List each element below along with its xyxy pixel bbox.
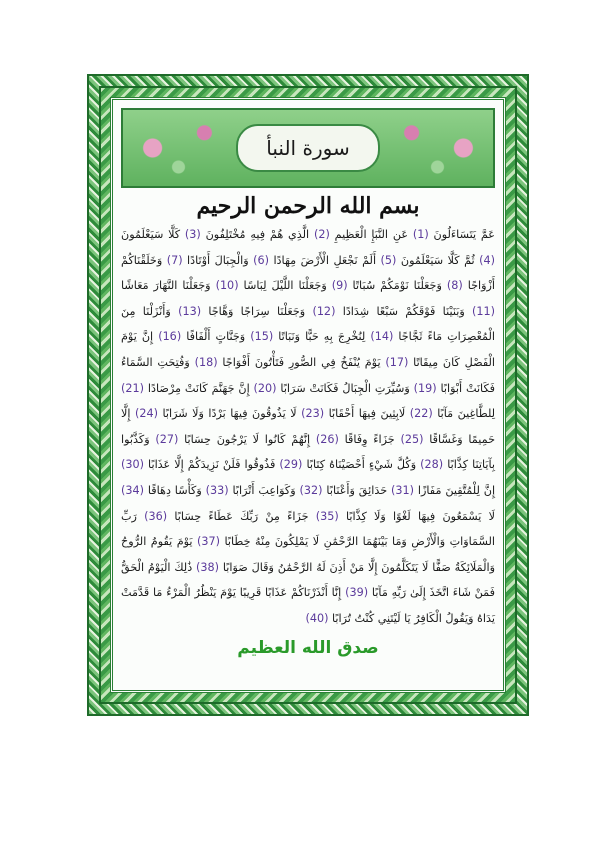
verse-number: (22)	[405, 407, 438, 421]
verse-number: (33)	[201, 483, 233, 497]
verse-text: وَجَعَلْنَا النَّهَارَ مَعَاشًا	[121, 279, 211, 293]
verse-number: (37)	[192, 535, 225, 549]
verse-number: (27)	[149, 432, 185, 446]
verse-number: (39)	[341, 586, 372, 600]
verse-text: ثُمَّ كَلَّا سَيَعْلَمُونَ	[400, 253, 475, 267]
verse-text: وَجَعَلْنَا اللَّيْلَ لِبَاسًا	[243, 279, 327, 293]
verse-number: (14)	[365, 330, 399, 344]
verse-number: (2)	[309, 228, 335, 241]
verse-number: (25)	[394, 432, 430, 446]
verse-text: إِنَّ يَوْمَ الْفَصْلِ كَانَ مِيقَاتًا	[121, 330, 496, 369]
verse-text: وَكُلَّ شَيْءٍ أَحْصَيْنَاهُ كِتَابًا	[306, 458, 417, 472]
verse-number: (16)	[153, 330, 187, 344]
verse-number: (15)	[245, 330, 279, 344]
verse-text: الَّذِي هُمْ فِيهِ مُخْتَلِفُونَ	[205, 228, 310, 241]
surah-content	[119, 192, 497, 682]
verse-number: (26)	[310, 432, 345, 446]
verse-text: وَجَعَلْنَا سِرَاجًا وَهَّاجًا	[208, 304, 306, 318]
verse-number: (35)	[308, 509, 346, 523]
verse-text: كَلَّا سَيَعْلَمُونَ	[121, 228, 181, 241]
verse-number: (20)	[249, 381, 281, 395]
verse-text: وَكَوَاعِبَ أَتْرَابًا	[232, 483, 296, 497]
decorative-border-middle	[99, 86, 517, 704]
verse-number: (3)	[180, 228, 206, 241]
verse-text: يَوْمَ يُنْفَخُ فِي الصُّورِ فَتَأْتُونَ أَفْوَاجًا	[222, 355, 381, 369]
verse-text: وَكَذَّبُوا بِآيَاتِنَا كِذَّابًا	[121, 432, 496, 472]
verse-text: وَسُيِّرَتِ الْجِبَالُ فَكَانَتْ سَرَابًا	[280, 381, 410, 395]
verse-number: (8)	[441, 279, 468, 293]
verse-text: حَدَائِقَ وَأَعْنَابًا	[326, 483, 388, 497]
verse-number: (6)	[248, 253, 274, 267]
page-frame	[110, 97, 506, 693]
verse-text: إِنَّ لِلْمُتَّقِينَ مَفَازًا	[417, 483, 496, 497]
verse-number: (5)	[376, 253, 401, 267]
verse-number: (4)	[474, 253, 495, 267]
verse-number: (9)	[326, 279, 353, 293]
verse-text: لَا يَسْمَعُونَ فِيهَا لَغْوًا وَلَا كِذَّابًا	[345, 509, 496, 523]
verse-number: (10)	[210, 279, 244, 293]
verse-text: لِلطَّاغِينَ مَآبًا	[437, 407, 496, 421]
verse-text: إِلَّا حَمِيمًا وَغَسَّاقًا	[121, 407, 496, 446]
verse-number: (18)	[189, 355, 223, 369]
verse-text: وَأَنْزَلْنَا مِنَ الْمُعْصِرَاتِ مَاءً ثَجَّاجًا	[121, 304, 496, 344]
verse-text: لِنُخْرِجَ بِهِ حَبًّا وَنَبَاتًا	[278, 330, 366, 344]
verse-text: جَزَاءً وِفَاقًا	[344, 432, 395, 446]
verse-number: (24)	[130, 407, 163, 421]
title-ornament-panel	[121, 108, 495, 188]
verse-text: جَزَاءً مِنْ رَبِّكَ عَطَاءً حِسَابًا	[174, 509, 309, 523]
verse-text: وَالْجِبَالَ أَوْتَادًا	[187, 253, 249, 267]
verse-number: (19)	[409, 381, 441, 395]
verse-number: (13)	[170, 304, 209, 318]
verse-text: يَوْمَ يَقُومُ الرُّوحُ وَالْمَلَائِكَةُ صَفًّا لَا يَتَكَلَّمُونَ إِلَّا مَنْ أَذِنَ لَهُ الرَّحْمَٰنُ وَقَالَ صَوَابًا	[121, 535, 495, 574]
verse-number: (1)	[408, 228, 434, 241]
verse-text: فَذُوقُوا فَلَنْ نَزِيدَكُمْ إِلَّا عَذَابًا	[148, 458, 276, 472]
verse-text: وَكَأْسًا دِهَاقًا	[147, 483, 202, 497]
verse-number: (23)	[296, 407, 329, 421]
verse-text: رَبِّ السَّمَاوَاتِ وَالْأَرْضِ وَمَا بَيْنَهُمَا الرَّحْمَٰنِ لَا يَمْلِكُونَ مِنْهُ خِطَابًا	[121, 509, 496, 549]
verse-text: إِنَّا أَنْذَرْنَاكُمْ عَذَابًا قَرِيبًا يَوْمَ يَنْظُرُ الْمَرْءُ مَا قَدَّمَتْ يَدَاهُ وَيَقُولُ الْكَافِرُ يَا لَيْتَنِي كُنْتُ تُرَابًا	[121, 586, 495, 625]
verse-text: وَخَلَقْنَاكُمْ أَزْوَاجًا	[121, 253, 496, 293]
verse-number: (21)	[121, 381, 148, 395]
verse-number: (17)	[380, 355, 414, 369]
verse-text: ذَٰلِكَ الْيَوْمُ الْحَقُّ فَمَنْ شَاءَ اتَّخَذَ إِلَىٰ رَبِّهِ مَآبًا	[121, 560, 495, 600]
verses-text	[119, 222, 497, 632]
surah-title: سورة النبأ	[266, 136, 350, 160]
decorative-border-outer	[87, 74, 529, 716]
verse-text: لَابِثِينَ فِيهَا أَحْقَابًا	[328, 407, 406, 421]
verse-number: (31)	[387, 483, 418, 497]
verse-number: (32)	[295, 483, 327, 497]
verse-text: عَمَّ يَتَسَاءَلُونَ	[433, 228, 495, 241]
verse-number: (34)	[121, 483, 148, 497]
verse-number: (29)	[275, 458, 307, 472]
verse-number: (30)	[121, 458, 149, 472]
verse-text: وَجَنَّاتٍ أَلْفَافًا	[186, 330, 246, 344]
verse-number: (12)	[305, 304, 343, 318]
verse-number: (11)	[464, 304, 496, 318]
basmala: بسم الله الرحمن الرحيم	[196, 193, 420, 219]
verse-text: إِنَّهُمْ كَانُوا لَا يَرْجُونَ حِسَابًا	[184, 432, 311, 446]
verse-text: عَنِ النَّبَإِ الْعَظِيمِ	[334, 228, 409, 241]
verse-number: (36)	[136, 509, 175, 523]
verse-number: (28)	[416, 458, 448, 472]
closing-phrase: صدق الله العظيم	[237, 637, 379, 658]
verse-number: (7)	[162, 253, 188, 267]
verse-number: (40)	[305, 611, 332, 625]
verse-text: إِنَّ جَهَنَّمَ كَانَتْ مِرْصَادًا	[147, 381, 250, 395]
verse-number: (38)	[192, 560, 223, 574]
verse-text: وَبَنَيْنَا فَوْقَكُمْ سَبْعًا شِدَادًا	[342, 304, 465, 318]
verse-text: لَا يَذُوقُونَ فِيهَا بَرْدًا وَلَا شَرَابًا	[162, 407, 297, 421]
title-cartouche	[236, 124, 380, 172]
verse-text: أَلَمْ نَجْعَلِ الْأَرْضَ مِهَادًا	[273, 253, 377, 267]
verse-text: وَفُتِحَتِ السَّمَاءُ فَكَانَتْ أَبْوَابًا	[121, 355, 495, 395]
verse-text: وَجَعَلْنَا نَوْمَكُمْ سُبَاتًا	[352, 279, 442, 293]
